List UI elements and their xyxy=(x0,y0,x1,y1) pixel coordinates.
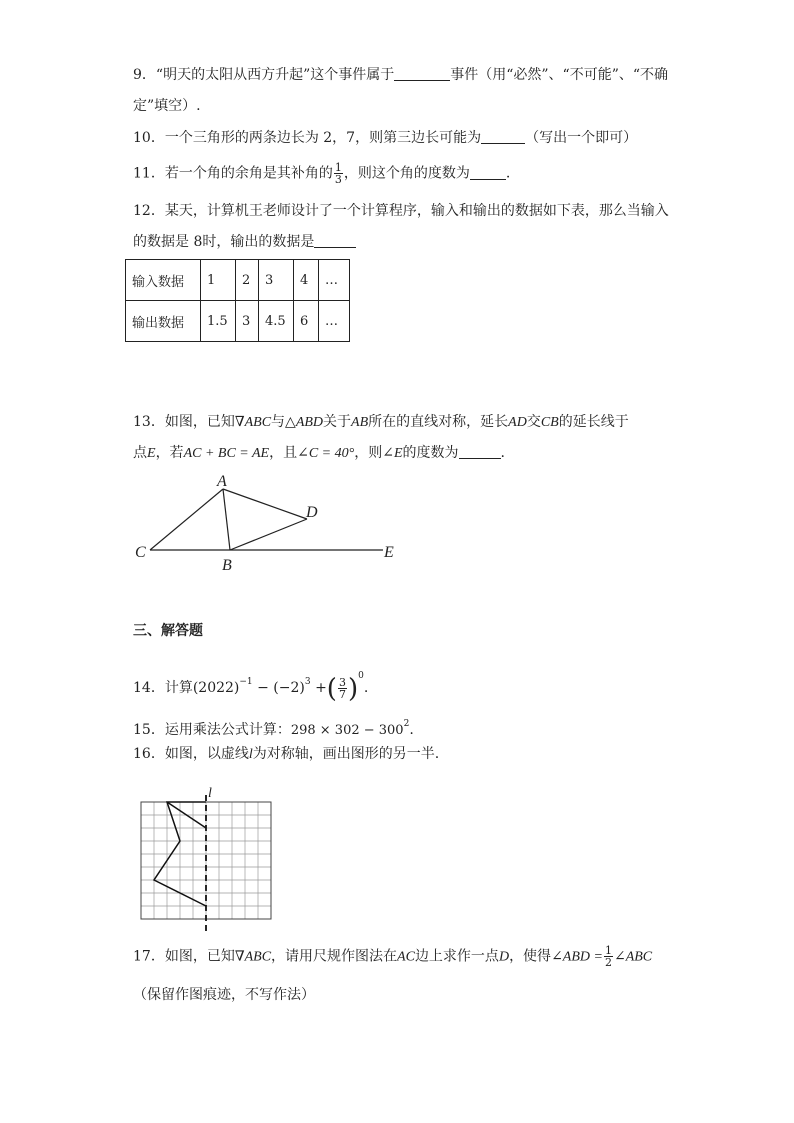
q14-end: . xyxy=(363,680,369,696)
q14-frac-den: 7 xyxy=(338,687,346,701)
q16-t1: 16．如图，以虚线 xyxy=(133,746,249,762)
q14-paren-left: ( xyxy=(326,674,337,704)
q9-line2 xyxy=(133,96,201,116)
q15-line xyxy=(133,714,414,741)
q11-text-c: . xyxy=(505,165,511,182)
q13-e: E xyxy=(147,446,156,461)
table-cell: … xyxy=(319,260,350,301)
q14-exp1: −1 xyxy=(239,677,253,687)
q13-angle-e: ∠E xyxy=(382,446,403,461)
q16-t2: 为对称轴，画出图形的另一半. xyxy=(252,746,440,762)
q13-ab: AB xyxy=(351,415,369,430)
q11-text-a: 11．若一个角的余角是其补角的 xyxy=(133,165,333,182)
q17-frac-num: 1 xyxy=(604,944,612,957)
q9-line1 xyxy=(133,65,668,85)
q13-line2 xyxy=(133,443,505,464)
q13-t6: 的延长线于 xyxy=(558,414,629,430)
q12-text-a: 12．某天，计算机王老师设计了一个计算程序，输入和输出的数据如下表，那么当输入 xyxy=(133,203,669,219)
q14-exp3: 0 xyxy=(358,671,364,681)
q15-exp: 2 xyxy=(403,719,410,729)
q12-io-table xyxy=(125,259,350,342)
q9-text-b: 事件（用“必然”、“不可能”、“不确 xyxy=(450,67,669,83)
table-cell: 输入数据 xyxy=(126,260,201,301)
table-cell: 4.5 xyxy=(259,301,294,342)
q14-term2: − (−2) xyxy=(257,680,305,696)
q17-fraction xyxy=(604,945,613,968)
q16-line xyxy=(133,744,439,765)
q14-t1: 14．计算 xyxy=(133,680,193,696)
q10-answer-blank[interactable] xyxy=(481,129,525,144)
q13-t5: 交 xyxy=(526,414,541,430)
q14-exp2: 3 xyxy=(304,677,311,687)
q16-grid-figure xyxy=(135,785,280,935)
label-d: D xyxy=(306,504,318,521)
label-c: C xyxy=(135,544,146,561)
label-e: E xyxy=(384,544,394,561)
q13-tri-abd: △ABD xyxy=(285,415,324,430)
segment-ab xyxy=(223,489,230,550)
q13-t2: 与 xyxy=(271,414,286,430)
q17-tri: ∇ABC xyxy=(234,949,272,965)
q17-t5: （保留作图痕迹，不写作法） xyxy=(133,987,315,1003)
table-cell: … xyxy=(319,301,350,342)
q12-line2 xyxy=(133,232,356,252)
table-cell: 输出数据 xyxy=(126,301,201,342)
q13-ad: AD xyxy=(508,415,527,430)
q9-answer-blank[interactable] xyxy=(394,66,450,81)
q16-l: l xyxy=(248,747,253,762)
segment-bd xyxy=(230,519,307,550)
q12-text-b: 的数据是 8时，输出的数据是 xyxy=(133,234,315,250)
q13-triangle-figure xyxy=(125,470,415,580)
q17-t2: ，请用尺规作图法在 xyxy=(271,948,398,965)
table-row xyxy=(126,301,350,342)
q14-fraction xyxy=(338,677,347,700)
q14-plus: + xyxy=(315,680,327,696)
q13-cb: CB xyxy=(540,415,559,430)
q10-line xyxy=(133,128,637,148)
q17-ac: AC xyxy=(397,949,415,965)
q10-text-a: 10．一个三角形的两条边长为 2，7，则第三边长可能为 xyxy=(133,130,482,146)
q17-line2 xyxy=(133,985,315,1005)
q9-text-c: 定”填空）. xyxy=(133,98,201,114)
q15-end: . xyxy=(409,722,414,738)
table-cell: 4 xyxy=(294,260,319,301)
q11-frac-num: 1 xyxy=(334,161,342,174)
q12-line1 xyxy=(133,201,669,221)
q13-t7: 点 xyxy=(133,445,147,461)
q17-angle-abc: ∠ABC xyxy=(613,949,653,965)
q11-answer-blank[interactable] xyxy=(470,165,506,180)
section-heading: 三、解答题 xyxy=(133,623,203,639)
q17-angle-abd: ∠ABD = xyxy=(551,949,603,965)
q13-answer-blank[interactable] xyxy=(459,444,501,459)
q13-t3: 关于 xyxy=(323,414,352,430)
q17-t1: 17．如图，已知 xyxy=(133,948,235,965)
q12-answer-blank[interactable] xyxy=(314,233,356,248)
table-cell: 3 xyxy=(236,301,259,342)
q11-fraction xyxy=(334,162,343,185)
table-row xyxy=(126,260,350,301)
axis-label-l: l xyxy=(208,786,212,801)
table-cell: 6 xyxy=(294,301,319,342)
label-a: A xyxy=(217,473,227,490)
q13-equation: AC + BC = AE xyxy=(183,446,270,461)
q14-paren-right: ) xyxy=(347,674,359,704)
q13-line1 xyxy=(133,412,629,433)
label-b: B xyxy=(222,557,232,574)
q13-t10: ，则 xyxy=(354,445,383,461)
table-cell: 2 xyxy=(236,260,259,301)
q9-text-a: 9．“明天的太阳从西方升起”这个事件属于 xyxy=(133,67,395,83)
segment-ad xyxy=(223,489,307,519)
q13-t1: 13．如图，已知 xyxy=(133,414,235,430)
table-cell: 1 xyxy=(201,260,236,301)
q11-text-b: ，则这个角的度数为 xyxy=(343,165,470,182)
q17-line1 xyxy=(133,945,652,968)
q13-t9: ，且 xyxy=(269,445,298,461)
q11-frac-den: 3 xyxy=(334,173,342,186)
q15-t1: 15．运用乘法公式计算： xyxy=(133,722,291,738)
q14-term1: (2022) xyxy=(192,680,240,696)
q13-t4: 所在的直线对称，延长 xyxy=(368,414,509,430)
q14-line xyxy=(133,666,369,704)
q15-expression: 298 × 302 − 300 xyxy=(290,723,404,738)
q13-t8: ，若 xyxy=(155,445,184,461)
q17-t4: ，使得 xyxy=(509,948,552,965)
q17-t3: 边上求作一点 xyxy=(414,948,499,965)
q14-frac-num: 3 xyxy=(338,675,346,689)
table-cell: 3 xyxy=(259,260,294,301)
q13-tri-abc: ∇ABC xyxy=(234,415,272,430)
q17-d: D xyxy=(498,949,510,965)
segment-ca xyxy=(150,489,223,550)
q11-line xyxy=(133,162,510,185)
q17-frac-den: 2 xyxy=(604,956,612,969)
q13-angle-c: ∠C = 40° xyxy=(297,446,355,461)
q13-t12: . xyxy=(500,445,505,461)
table-cell: 1.5 xyxy=(201,301,236,342)
q13-t11: 的度数为 xyxy=(402,445,459,461)
q10-text-b: （写出一个即可） xyxy=(525,130,638,146)
